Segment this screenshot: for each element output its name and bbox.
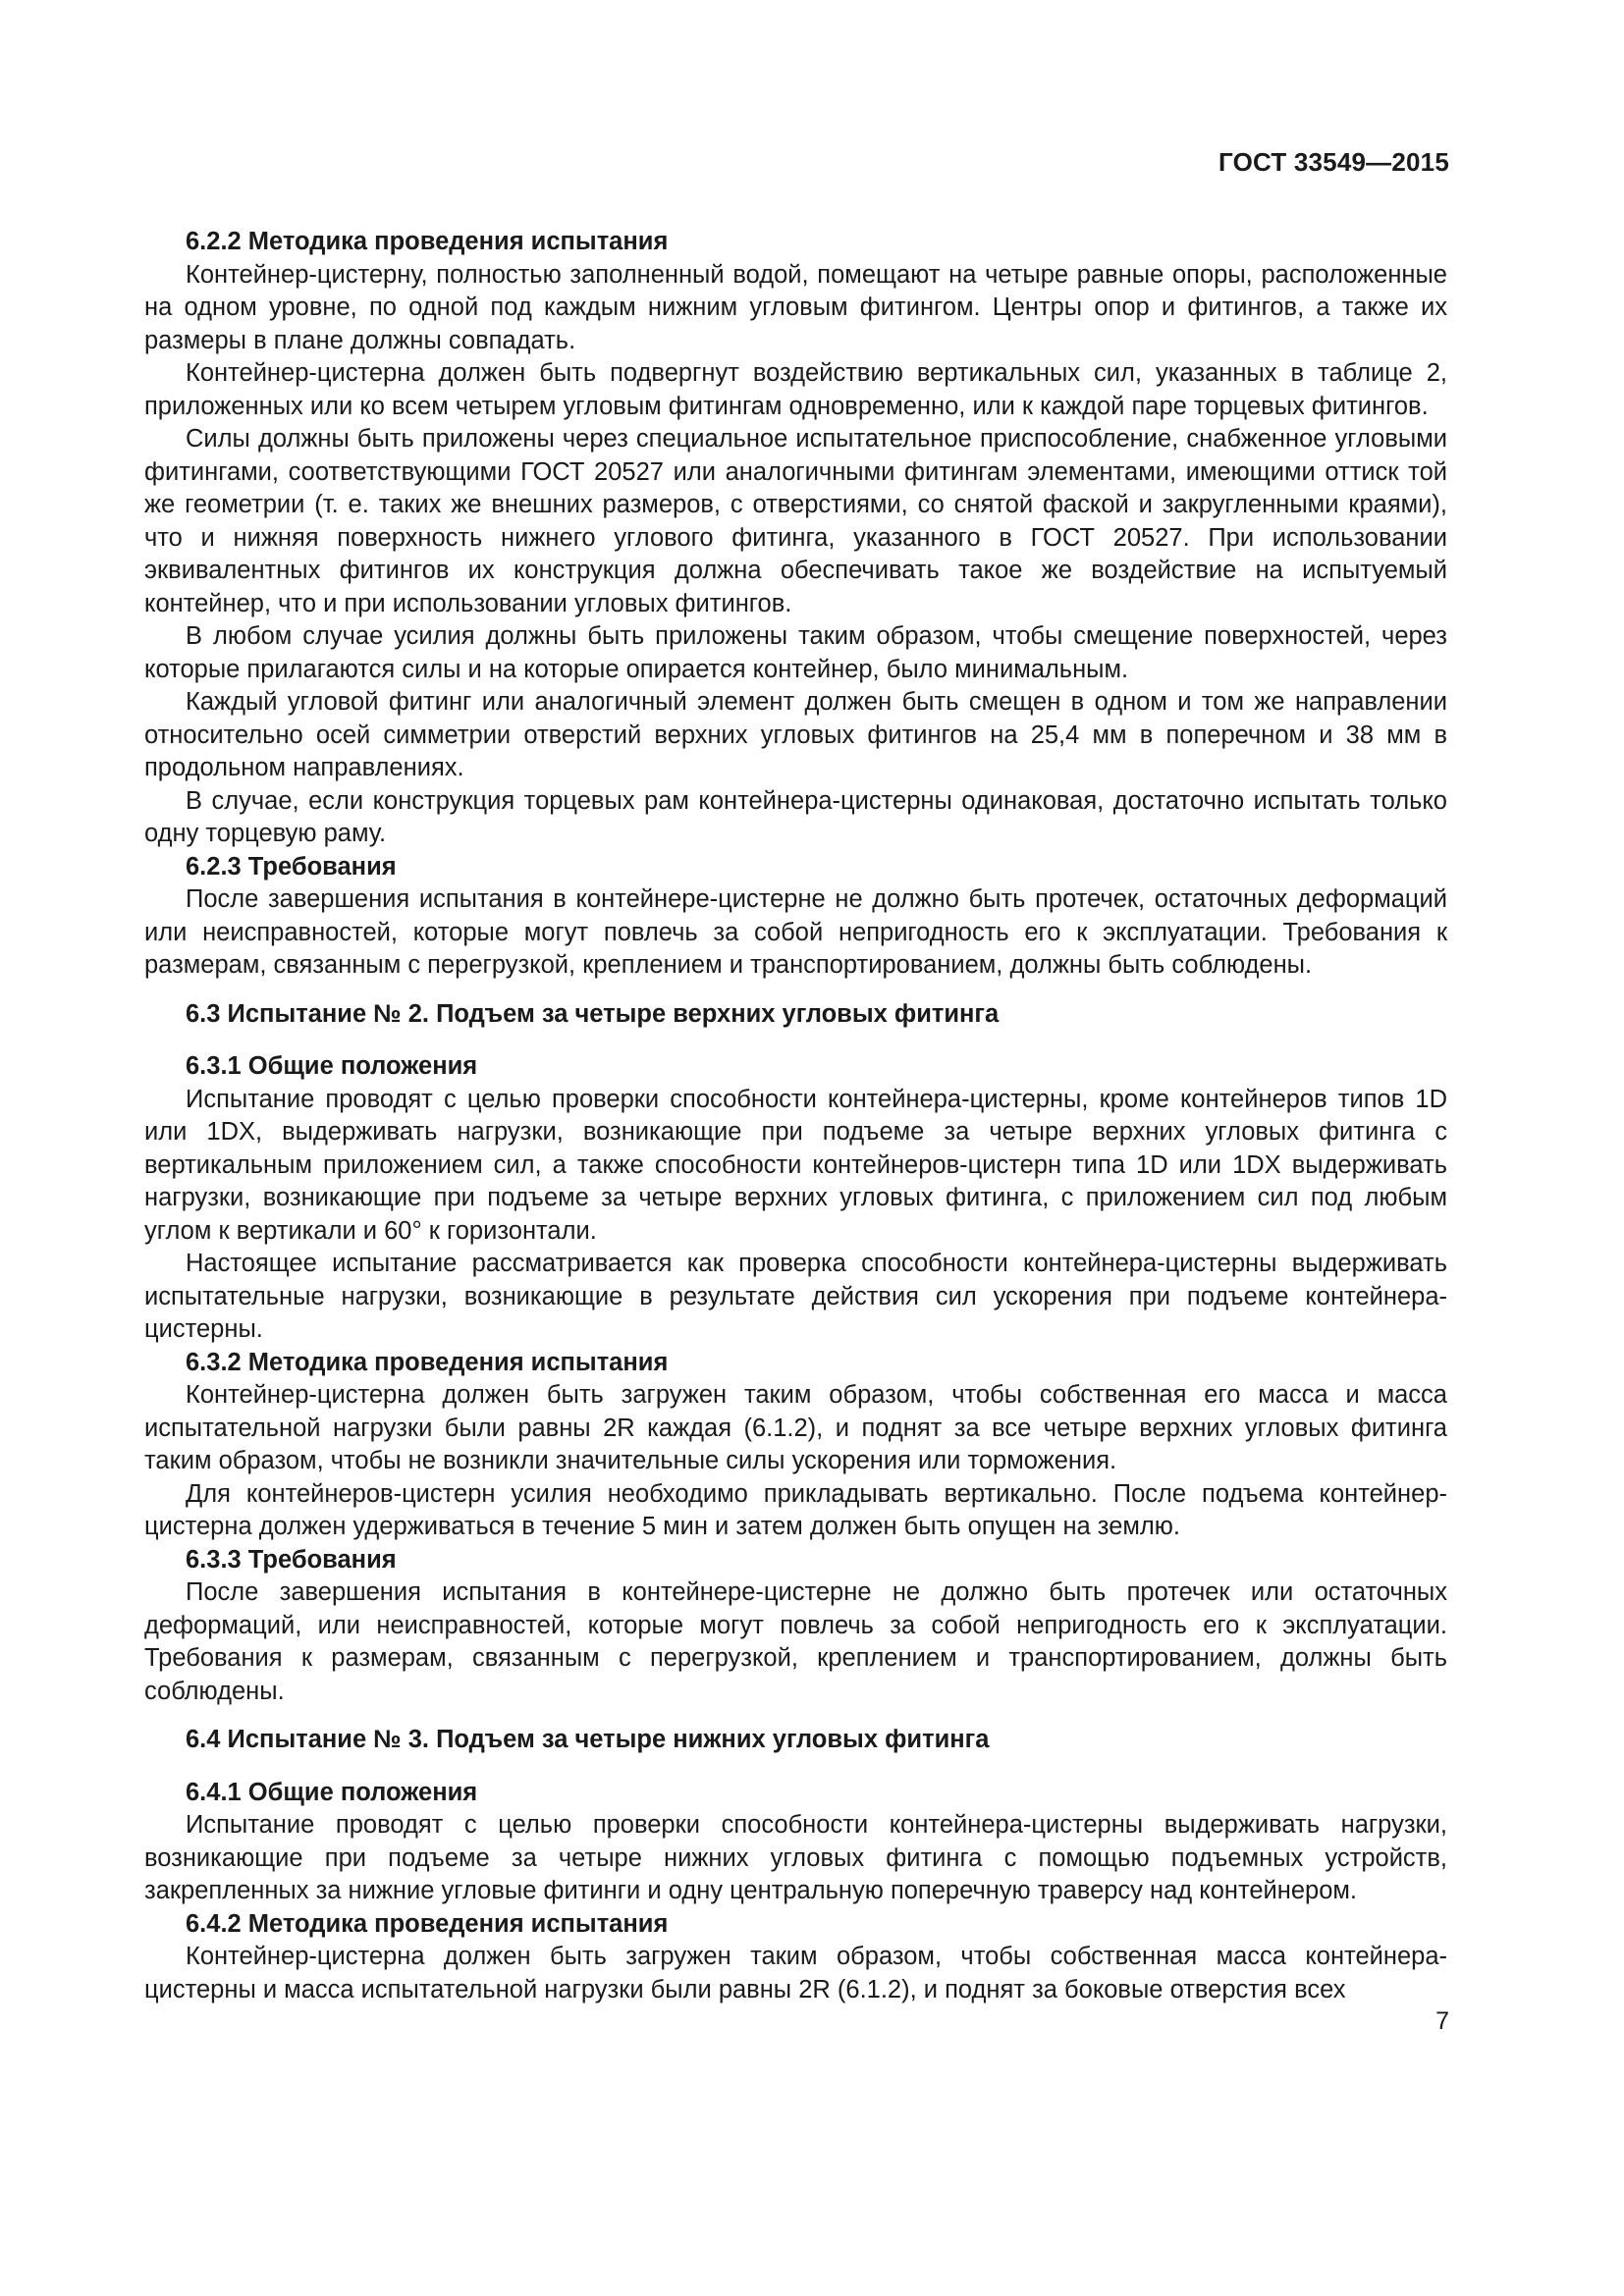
subsection-heading: 6.2.2 Методика проведения испытания bbox=[186, 228, 669, 255]
paragraph: Контейнер-цистерна должен быть загружен таким образом, чтобы собственная масса контейнера-цистерны и масса испытательной нагрузки были равны 2R (6.1.2), и поднят за боковые отверстия всех bbox=[144, 1943, 1447, 2003]
section-heading: 6.4 Испытание № 3. Подъем за четыре нижних угловых фитинга bbox=[186, 1726, 990, 1753]
subsection-heading: 6.3.2 Методика проведения испытания bbox=[186, 1348, 669, 1376]
paragraph: Силы должны быть приложены через специальное испытательное приспособление, снабженное угловыми фитингами, соответствующими ГОСТ 20527 или аналогичными фитингам элементами, имеющими оттиск той же геометрии (т. е. таких же внешних размеров, с отверстиями, со снятой фаской и закругленными краями), что и нижняя поверхность нижнего углового фитинга, указанного в ГОСТ 20527. При использовании эквивалентных фитингов их конструкция должна обеспечивать такое же воздействие на испытуемый контейнер, что и при использовании угловых фитингов. bbox=[144, 425, 1447, 617]
paragraph: После завершения испытания в контейнере-цистерне не должно быть протечек или остаточных деформаций, или неисправностей, которые могут повлечь за собой непригодность его к эксплуатации. Требования к размерам, связанным с перегрузкой, креплением и транспортированием, должны быть соблюдены. bbox=[144, 1578, 1447, 1705]
subsection-heading: 6.3.3 Требования bbox=[186, 1545, 397, 1574]
paragraph: Контейнер-цистерна должен быть загружен таким образом, чтобы собственная его масса и масса испытательной нагрузки были равны 2R каждая (6.1.2), и поднят за все четыре верхних угловых фитинга таким образом, чтобы не возникли значительные силы ускорения или торможения. bbox=[144, 1381, 1447, 1474]
paragraph: Каждый угловой фитинг или аналогичный элемент должен быть смещен в одном и том же направлении относительно осей симметрии отверстий верхних угловых фитингов на 25,4 мм в поперечном и 38 мм в продольном направлениях. bbox=[144, 688, 1447, 781]
subsection-heading: 6.2.3 Требования bbox=[186, 852, 397, 881]
paragraph: Испытание проводят с целью проверки способности контейнера-цистерны выдерживать нагрузки, возникающие при подъеме за четыре нижних угловых фитинга с помощью подъемных устройств, закрепленных за нижние угловые фитинги и одну центральную поперечную траверсу над контейнером. bbox=[144, 1811, 1447, 1904]
paragraph: После завершения испытания в контейнере-цистерне не должно быть протечек, остаточных деформаций или неисправностей, которые могут повлечь за собой непригодность его к эксплуатации. Требования к размерам, связанным с перегрузкой, креплением и транспортированием, должны быть соблюдены. bbox=[144, 885, 1447, 979]
page-number: 7 bbox=[1435, 2007, 1449, 2035]
subsection-heading: 6.4.2 Методика проведения испытания bbox=[186, 1909, 669, 1938]
subsection-heading: 6.4.1 Общие положения bbox=[186, 1778, 478, 1806]
section-heading: 6.3 Испытание № 2. Подъем за четыре верхних угловых фитинга bbox=[186, 999, 1000, 1028]
subsection-heading: 6.3.1 Общие положения bbox=[186, 1052, 478, 1080]
document-code-header: ГОСТ 33549—2015 bbox=[1218, 147, 1449, 177]
paragraph: Контейнер-цистерна должен быть подвергнут воздействию вертикальных сил, указанных в таблице 2, приложенных или ко всем четырем угловым фитингам одновременно, или к каждой паре торцевых фитингов. bbox=[144, 359, 1447, 420]
paragraph: Для контейнеров-цистерн усилия необходимо прикладывать вертикально. После подъема контейнер-цистерна должен удерживаться в течение 5 мин и затем должен быть опущен на землю. bbox=[144, 1479, 1447, 1540]
document-body bbox=[144, 226, 1447, 2006]
paragraph: Контейнер-цистерну, полностью заполненный водой, помещают на четыре равные опоры, расположенные на одном уровне, по одной под каждым нижним угловым фитингом. Центры опор и фитингов, а также их размеры в плане должны совпадать. bbox=[144, 260, 1447, 354]
paragraph: Настоящее испытание рассматривается как проверка способности контейнера-цистерны выдерживать испытательные нагрузки, возникающие в результате действия сил ускорения при подъеме контейнера-цистерны. bbox=[144, 1250, 1447, 1343]
paragraph: В любом случае усилия должны быть приложены таким образом, чтобы смещение поверхностей, через которые прилагаются силы и на которые опирается контейнер, было минимальным. bbox=[144, 622, 1447, 683]
paragraph: В случае, если конструкция торцевых рам контейнера-цистерны одинаковая, достаточно испытать только одну торцевую раму. bbox=[144, 786, 1447, 847]
paragraph: Испытание проводят с целью проверки способности контейнера-цистерны, кроме контейнеров типов 1D или 1DX, выдерживать нагрузки, возникающие при подъеме за четыре верхних угловых фитинга с вертикальным приложением сил, а также способности контейнеров-цистерн типа 1D или 1DX выдерживать нагрузки, возникающие при подъеме за четыре верхних угловых фитинга, с приложением сил под любым углом к вертикали и 60° к горизонтали. bbox=[144, 1085, 1447, 1245]
